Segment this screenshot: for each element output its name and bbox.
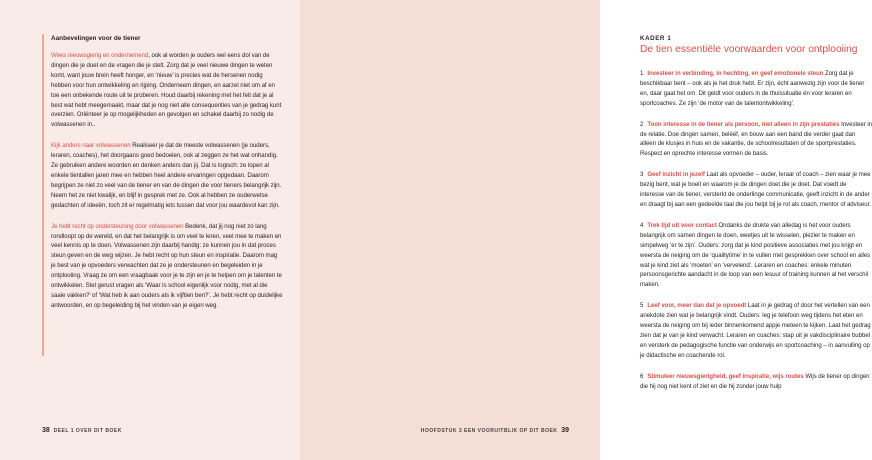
item-lead: Leef voor, meer dan dat je opvoedt <box>647 302 747 310</box>
kader-item <box>640 372 872 392</box>
item-lead: Toon interesse in de tiener als persoon, niet alleen in zijn prestaties <box>647 120 840 128</box>
item-number: 1 <box>640 70 644 77</box>
item-number: 2 <box>640 120 644 128</box>
page-number: 39 <box>561 427 569 434</box>
paragraph-text: Realiseer je dat de meeste volwassenen (je ouders, leraren, coaches), het doorgaans goed bedoelen, ook al zeggen ze het wat onhandig. Ze gebruiken andere woorden en denken anders dan jij. Dat is logisch: ze lopen al enkele tientallen jaren mee en hebben heel andere ervaringen opgedaan. Daarom begrijpen ze niet zo veel van de tiener en van de dingen die voor tieners belangrijk zijn. Neem het ze niet kwalijk, en blijf in gesprek met ze. Ook al hebben ze ouderwetse gedachten of ideeën, toch zit er regelmatig iets tussen dat voor jou waardevol kan zijn. <box>51 142 282 209</box>
paragraph-text: , ook al worden je ouders wel eens dol van de dingen die je doet en de vragen die je stelt. Zorg dat je veel nieuwe dingen te weten komt, want jouw brein heeft honger, en ‘nieuw’ is precies wat de hersenen nodig hebben voor hun ontwikkeling en rijping. Onderneem dingen, en aarzel niet om af en toe een onbekende route uit te proberen. Houd daarbij rekening met het feit dat je al best wat hebt meegemaakt, maar dat je nog niet alle consequenties van je gedrag kunt overzien. Oriënteer je op mogelijkheden en gevolgen en schakel daarbij zo nodig de volwassenen in.. <box>51 52 282 129</box>
item-text: Laat als opvoeder – ouder, leraar of coach – zien waar je mee bezig bent, wat je boeit en waarom je de dingen doet die je doet. Dat voedt de interesse van de tiener, versterkt de onderlinge communicatie, geeft inzicht in de ander en draagt bij aan een gedeelde taal die jou helpt bij je rol als coach, mentor of adviseur. <box>640 171 871 208</box>
item-text: Zorg dat je beschikbaar bent – ook als je het druk hebt. Er zijn, écht aanwezig zijn voor de tiener en, daar gaat het om. Dit geldt voor ouders in de thuissituatie én voor leraren en sportcoaches. Ze zijn ‘de motor van de talentontwikkeling’. <box>640 70 865 107</box>
item-number: 6 <box>640 372 644 380</box>
paragraph-text: Bedenk, dat jij nog niet zo lang rondloopt op de wereld, en dat het belangrijk is om veel te leren, veel mee te maken en veel kennis op te doen. Volwassenen zijn daarbij handig: ze kunnen jou in dat proces steun geven en de weg wijzen. Je hebt recht op hun steun en inspiratie. Daarom mag je best van je opvoeders verwachten dat ze je ondersteunen en begeleiden in je ontplooiing. Vraag ze om een vraagbaak voor je te zijn en je te helpen om je talenten te ontwikkelen. Stel gerust vragen als ‘Waar is school eigenlijk voor nodig, met al die saaie vakken?’ of ‘Wat heb ik aan ouders als ik vijftien ben?’. Je hebt recht op duidelijke antwoorden, en op begeleiding bij het vinden van je eigen weg. <box>51 222 283 309</box>
item-lead: Trek tijd uit voor contact <box>647 221 717 229</box>
paragraph <box>51 51 283 130</box>
kader-title: De tien essentiële voorwaarden voor ontplooiing <box>640 44 858 55</box>
paragraph <box>51 141 283 210</box>
item-number: 4 <box>640 221 644 229</box>
item-number: 5 <box>640 302 644 310</box>
paragraph-lead: Wees nieuwsgierig en ondernemend <box>51 52 149 59</box>
running-footer: HOOFDSTUK 3 EEN VOORUITBLIK OP DIT BOEK <box>420 428 558 434</box>
box-heading: Aanbevelingen voor de tiener <box>51 35 141 42</box>
kader-item <box>640 120 872 160</box>
kader-item <box>640 221 872 290</box>
paragraph-lead: Je hebt recht op ondersteuning door volwassenen <box>51 222 184 230</box>
item-lead: Investeer in verbinding, in hechting, en geef emotionele steun <box>647 70 824 77</box>
running-footer: DEEL 1 OVER DIT BOEK <box>53 428 122 434</box>
right-footer <box>421 427 569 434</box>
item-lead: Geef inzicht in jezelf <box>647 171 705 179</box>
kader-label: KADER 1 <box>640 35 672 42</box>
kader-item <box>640 69 872 109</box>
kader-item <box>640 301 872 360</box>
item-number: 3 <box>640 171 644 179</box>
paragraph-lead: Kijk anders naar volwassenen <box>51 142 131 150</box>
recommendations-box <box>42 34 283 356</box>
item-lead: Stimuleer nieuwsgierigheid, geef inspiratie, wijs routes <box>647 372 804 380</box>
left-footer <box>42 427 122 434</box>
right-page <box>300 0 872 460</box>
item-text: Laat in je gedrag of door het vertellen van een anekdote zien wat je belangrijk vindt. Ouders: leg je telefoon weg tijdens het eten en weersta de neiging om bij ieder binnenkomend appje meteen te kijken. Laat het gedrag zien dat je van je kind verwacht. Leraren en coaches: stap uit je vakdisciplinaire bubbel en versterk de pedagogische functie van onderwijs en sportcoaching – in aanvulling op je didactische en coachende rol. <box>640 302 871 359</box>
left-page <box>0 0 300 460</box>
kader-box <box>640 35 872 402</box>
item-text: Investeer in de relatie. Doe dingen samen, belééf, en bouw aan een band die verder gaat dan alleen de klusjes in huis en de vakantie, de schoolresultaten of de sportprestaties. Respect en oprechte interesse vormen de basis. <box>640 120 872 158</box>
item-text: Wijs de tiener op dingen die hij nog niet kent of ziet en die hij zonder jouw hulp <box>640 372 870 390</box>
page-number: 38 <box>42 427 50 434</box>
kader-item <box>640 170 872 210</box>
item-text: Ondanks de drukte van alledag is het voor ouders belangrijk om samen dingen te doen, weetjes uit te wisselen, plezier te maken en simpelweg ‘er te zijn’. Ouders: zorg dat je kind positieve associaties met jou krijgt en weersta de neiging om de ‘qualitytime’ in te vullen met gesprekken over school en alles wat je kind ziet als ‘moeten’ en ‘vervelend’. Leraren en coaches: enkele minuten persoonsgerichte aandacht in de loop van een lesuur of training kunnen al het verschil maken. <box>640 221 871 289</box>
paragraph <box>51 222 283 311</box>
